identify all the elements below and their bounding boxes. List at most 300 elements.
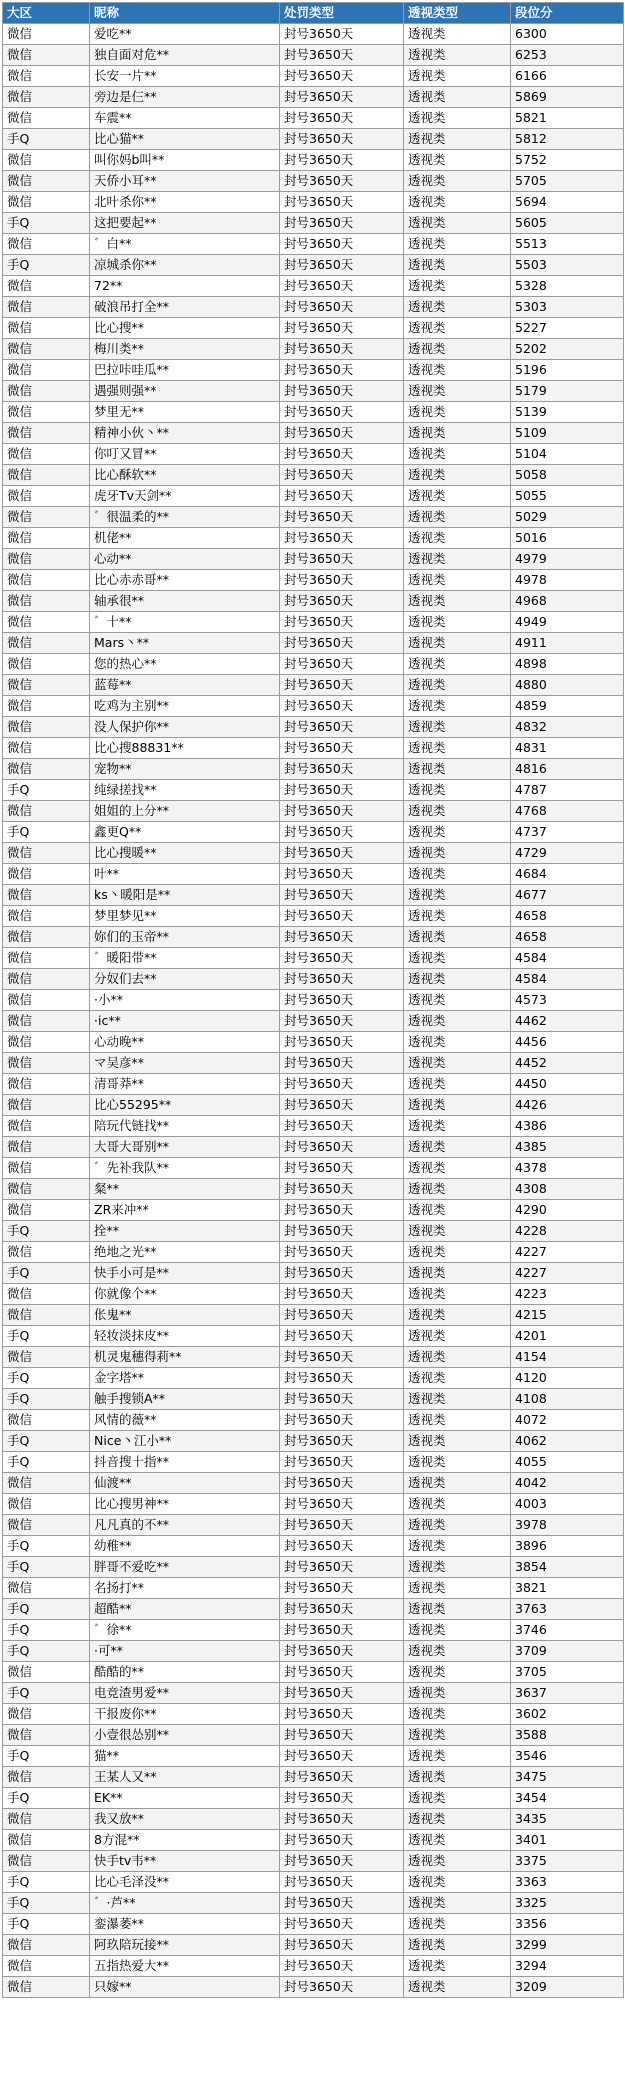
cell-rank-score: 6253 [511,45,624,66]
cell-cheat-type: 透视类 [404,1872,511,1893]
cell-region: 微信 [3,66,90,87]
table-row [3,738,624,759]
cell-cheat-type: 透视类 [404,1347,511,1368]
cell-penalty-type: 封号3650天 [280,927,404,948]
cell-penalty-type: 封号3650天 [280,171,404,192]
cell-region: 微信 [3,1179,90,1200]
table-row [3,1809,624,1830]
cell-rank-score: 4223 [511,1284,624,1305]
cell-penalty-type: 封号3650天 [280,528,404,549]
cell-nickname: ·小** [90,990,280,1011]
cell-nickname: 机灵鬼穗得莉** [90,1347,280,1368]
table-row [3,906,624,927]
cell-region: 微信 [3,1473,90,1494]
cell-region: 手Q [3,1536,90,1557]
cell-rank-score: 4949 [511,612,624,633]
cell-region: 微信 [3,1956,90,1977]
cell-region: 微信 [3,171,90,192]
cell-region: 手Q [3,822,90,843]
cell-rank-score: 3709 [511,1641,624,1662]
table-row [3,423,624,444]
cell-penalty-type: 封号3650天 [280,1011,404,1032]
header-row [3,3,624,24]
table-row [3,1683,624,1704]
cell-rank-score: 4831 [511,738,624,759]
cell-nickname: 纯绿搓找** [90,780,280,801]
cell-cheat-type: 透视类 [404,591,511,612]
cell-cheat-type: 透视类 [404,927,511,948]
cell-nickname: 五指热爱大** [90,1956,280,1977]
cell-cheat-type: 透视类 [404,948,511,969]
table-row [3,1977,624,1998]
cell-penalty-type: 封号3650天 [280,1557,404,1578]
table-row [3,1410,624,1431]
cell-rank-score: 3854 [511,1557,624,1578]
cell-cheat-type: 透视类 [404,801,511,822]
cell-penalty-type: 封号3650天 [280,1704,404,1725]
cell-region: 微信 [3,927,90,948]
cell-rank-score: 4859 [511,696,624,717]
cell-region: 微信 [3,654,90,675]
cell-penalty-type: 封号3650天 [280,1347,404,1368]
cell-rank-score: 5513 [511,234,624,255]
cell-nickname: 清哥莽** [90,1074,280,1095]
cell-rank-score: 4462 [511,1011,624,1032]
cell-cheat-type: 透视类 [404,528,511,549]
cell-region: 微信 [3,402,90,423]
cell-cheat-type: 透视类 [404,1473,511,1494]
cell-cheat-type: 透视类 [404,696,511,717]
cell-cheat-type: 透视类 [404,1137,511,1158]
cell-penalty-type: 封号3650天 [280,150,404,171]
cell-penalty-type: 封号3650天 [280,255,404,276]
table-row [3,1935,624,1956]
cell-rank-score: 4584 [511,969,624,990]
cell-nickname: 车震** [90,108,280,129]
table-row [3,129,624,150]
cell-nickname: 鑫更Q** [90,822,280,843]
cell-nickname: 金字塔** [90,1368,280,1389]
table-row [3,45,624,66]
cell-region: 手Q [3,1788,90,1809]
cell-rank-score: 4228 [511,1221,624,1242]
cell-cheat-type: 透视类 [404,1368,511,1389]
cell-nickname: 分奴们去** [90,969,280,990]
cell-cheat-type: 透视类 [404,822,511,843]
cell-region: 微信 [3,1347,90,1368]
cell-cheat-type: 透视类 [404,360,511,381]
cell-nickname: ゛先补我队** [90,1158,280,1179]
table-row [3,717,624,738]
cell-rank-score: 4768 [511,801,624,822]
cell-cheat-type: 透视类 [404,969,511,990]
cell-nickname: 心动晚** [90,1032,280,1053]
cell-region: 手Q [3,1683,90,1704]
cell-cheat-type: 透视类 [404,1725,511,1746]
ban-list-table [2,2,624,1998]
table-row [3,1578,624,1599]
cell-region: 微信 [3,1830,90,1851]
cell-cheat-type: 透视类 [404,1746,511,1767]
cell-nickname: ゛·芦** [90,1893,280,1914]
cell-cheat-type: 透视类 [404,276,511,297]
cell-region: 微信 [3,297,90,318]
cell-nickname: 大哥大哥别** [90,1137,280,1158]
cell-rank-score: 5869 [511,87,624,108]
table-row [3,1284,624,1305]
cell-cheat-type: 透视类 [404,444,511,465]
cell-nickname: Nice丶江小** [90,1431,280,1452]
cell-nickname: 破浪吊打全** [90,297,280,318]
cell-penalty-type: 封号3650天 [280,1977,404,1998]
cell-nickname: 阿玖陪玩接** [90,1935,280,1956]
table-row [3,990,624,1011]
cell-rank-score: 4677 [511,885,624,906]
cell-penalty-type: 封号3650天 [280,1074,404,1095]
cell-region: 微信 [3,738,90,759]
cell-penalty-type: 封号3650天 [280,969,404,990]
cell-cheat-type: 透视类 [404,1053,511,1074]
cell-rank-score: 3705 [511,1662,624,1683]
cell-nickname: 比心搜男神** [90,1494,280,1515]
cell-penalty-type: 封号3650天 [280,738,404,759]
table-row [3,1788,624,1809]
table-row [3,1242,624,1263]
cell-nickname: 王某人又** [90,1767,280,1788]
cell-rank-score: 4658 [511,927,624,948]
table-row [3,885,624,906]
cell-region: 微信 [3,423,90,444]
cell-region: 微信 [3,1158,90,1179]
cell-nickname: 心动** [90,549,280,570]
cell-nickname: EK** [90,1788,280,1809]
cell-nickname: ·ic** [90,1011,280,1032]
cell-penalty-type: 封号3650天 [280,444,404,465]
table-row [3,1515,624,1536]
cell-cheat-type: 透视类 [404,1515,511,1536]
cell-region: 微信 [3,381,90,402]
cell-cheat-type: 透视类 [404,1011,511,1032]
cell-cheat-type: 透视类 [404,570,511,591]
cell-nickname: 8方混** [90,1830,280,1851]
cell-nickname: 快手小可是** [90,1263,280,1284]
cell-cheat-type: 透视类 [404,24,511,45]
cell-cheat-type: 透视类 [404,1158,511,1179]
cell-region: 手Q [3,1221,90,1242]
table-row [3,675,624,696]
cell-penalty-type: 封号3650天 [280,1368,404,1389]
cell-cheat-type: 透视类 [404,1032,511,1053]
cell-region: 微信 [3,1410,90,1431]
cell-nickname: 比心赤赤哥** [90,570,280,591]
table-row [3,1746,624,1767]
cell-cheat-type: 透视类 [404,192,511,213]
table-row [3,1725,624,1746]
cell-nickname: ゛徐** [90,1620,280,1641]
cell-nickname: 风情的薇** [90,1410,280,1431]
cell-cheat-type: 透视类 [404,465,511,486]
cell-region: 微信 [3,549,90,570]
cell-nickname: 你叮又冒** [90,444,280,465]
cell-nickname: 拴** [90,1221,280,1242]
cell-penalty-type: 封号3650天 [280,1116,404,1137]
cell-rank-score: 3401 [511,1830,624,1851]
table-row [3,1494,624,1515]
cell-region: 手Q [3,1746,90,1767]
cell-cheat-type: 透视类 [404,507,511,528]
table-row [3,171,624,192]
cell-nickname: ゛暖阳带** [90,948,280,969]
cell-rank-score: 5016 [511,528,624,549]
cell-penalty-type: 封号3650天 [280,1389,404,1410]
cell-region: 微信 [3,234,90,255]
cell-nickname: 名扬打** [90,1578,280,1599]
table-row [3,1389,624,1410]
table-row [3,1557,624,1578]
cell-region: 手Q [3,1914,90,1935]
cell-nickname: 宠物** [90,759,280,780]
cell-cheat-type: 透视类 [404,1956,511,1977]
cell-penalty-type: 封号3650天 [280,906,404,927]
cell-penalty-type: 封号3650天 [280,318,404,339]
cell-penalty-type: 封号3650天 [280,381,404,402]
cell-cheat-type: 透视类 [404,1536,511,1557]
table-row [3,87,624,108]
cell-nickname: 比心搜暖** [90,843,280,864]
cell-cheat-type: 透视类 [404,1452,511,1473]
cell-region: 微信 [3,696,90,717]
cell-cheat-type: 透视类 [404,1620,511,1641]
cell-cheat-type: 透视类 [404,318,511,339]
table-row [3,1179,624,1200]
table-row [3,969,624,990]
cell-region: 微信 [3,990,90,1011]
table-row [3,1074,624,1095]
table-row [3,339,624,360]
cell-penalty-type: 封号3650天 [280,780,404,801]
cell-penalty-type: 封号3650天 [280,24,404,45]
cell-cheat-type: 透视类 [404,87,511,108]
cell-rank-score: 3896 [511,1536,624,1557]
cell-nickname: 梦里梦见** [90,906,280,927]
cell-cheat-type: 透视类 [404,234,511,255]
cell-penalty-type: 封号3650天 [280,1515,404,1536]
column-header-nickname: 昵称 [90,3,280,24]
cell-rank-score: 3356 [511,1914,624,1935]
cell-region: 微信 [3,444,90,465]
cell-nickname: 绝地之光** [90,1242,280,1263]
cell-region: 手Q [3,1368,90,1389]
cell-penalty-type: 封号3650天 [280,1746,404,1767]
cell-penalty-type: 封号3650天 [280,696,404,717]
cell-region: 微信 [3,864,90,885]
cell-region: 微信 [3,528,90,549]
cell-penalty-type: 封号3650天 [280,1935,404,1956]
cell-cheat-type: 透视类 [404,1074,511,1095]
cell-rank-score: 4215 [511,1305,624,1326]
cell-nickname: 遇强则强** [90,381,280,402]
cell-region: 微信 [3,1305,90,1326]
cell-nickname: 你就像个** [90,1284,280,1305]
cell-penalty-type: 封号3650天 [280,1200,404,1221]
cell-region: 微信 [3,1032,90,1053]
cell-region: 手Q [3,129,90,150]
cell-penalty-type: 封号3650天 [280,885,404,906]
cell-region: 手Q [3,1620,90,1641]
cell-cheat-type: 透视类 [404,1410,511,1431]
cell-cheat-type: 透视类 [404,1830,511,1851]
cell-region: 微信 [3,633,90,654]
cell-rank-score: 4978 [511,570,624,591]
table-row [3,591,624,612]
cell-rank-score: 5328 [511,276,624,297]
cell-rank-score: 4055 [511,1452,624,1473]
table-row [3,843,624,864]
table-row [3,612,624,633]
cell-rank-score: 5055 [511,486,624,507]
cell-rank-score: 3375 [511,1851,624,1872]
cell-penalty-type: 封号3650天 [280,1137,404,1158]
cell-region: 微信 [3,1662,90,1683]
cell-nickname: 酷酷的** [90,1662,280,1683]
cell-rank-score: 4426 [511,1095,624,1116]
cell-region: 微信 [3,759,90,780]
cell-region: 微信 [3,465,90,486]
cell-region: 手Q [3,1326,90,1347]
cell-region: 微信 [3,1935,90,1956]
table-row [3,318,624,339]
cell-rank-score: 3435 [511,1809,624,1830]
cell-nickname: 旁边是仨** [90,87,280,108]
cell-nickname: 猫** [90,1746,280,1767]
table-row [3,1347,624,1368]
cell-rank-score: 5227 [511,318,624,339]
cell-rank-score: 4968 [511,591,624,612]
cell-nickname: 梅川类** [90,339,280,360]
cell-cheat-type: 透视类 [404,1641,511,1662]
cell-penalty-type: 封号3650天 [280,1242,404,1263]
cell-region: 微信 [3,591,90,612]
table-row [3,1137,624,1158]
cell-rank-score: 4308 [511,1179,624,1200]
cell-region: 微信 [3,24,90,45]
cell-penalty-type: 封号3650天 [280,1326,404,1347]
cell-penalty-type: 封号3650天 [280,864,404,885]
cell-region: 微信 [3,948,90,969]
cell-rank-score: 3325 [511,1893,624,1914]
cell-region: 微信 [3,1137,90,1158]
cell-rank-score: 4737 [511,822,624,843]
cell-penalty-type: 封号3650天 [280,87,404,108]
table-row [3,528,624,549]
cell-cheat-type: 透视类 [404,1578,511,1599]
cell-cheat-type: 透视类 [404,171,511,192]
cell-region: 微信 [3,1977,90,1998]
cell-nickname: 这把要起** [90,213,280,234]
cell-nickname: 胖哥不爱吃** [90,1557,280,1578]
cell-penalty-type: 封号3650天 [280,129,404,150]
cell-penalty-type: 封号3650天 [280,108,404,129]
cell-region: 手Q [3,1893,90,1914]
cell-region: 微信 [3,1011,90,1032]
cell-penalty-type: 封号3650天 [280,1158,404,1179]
cell-cheat-type: 透视类 [404,1221,511,1242]
cell-cheat-type: 透视类 [404,1809,511,1830]
cell-region: 微信 [3,360,90,381]
table-row [3,1620,624,1641]
cell-nickname: 轻妆淡抹皮** [90,1326,280,1347]
cell-rank-score: 3209 [511,1977,624,1998]
cell-region: 微信 [3,1809,90,1830]
cell-rank-score: 6300 [511,24,624,45]
cell-rank-score: 5503 [511,255,624,276]
table-row [3,1032,624,1053]
cell-region: 微信 [3,906,90,927]
cell-rank-score: 5605 [511,213,624,234]
table-row [3,1221,624,1242]
table-row [3,24,624,45]
cell-nickname: ZR来冲** [90,1200,280,1221]
cell-cheat-type: 透视类 [404,1284,511,1305]
cell-penalty-type: 封号3650天 [280,1893,404,1914]
cell-rank-score: 4898 [511,654,624,675]
cell-rank-score: 4880 [511,675,624,696]
cell-penalty-type: 封号3650天 [280,402,404,423]
cell-cheat-type: 透视类 [404,549,511,570]
cell-nickname: 72** [90,276,280,297]
cell-cheat-type: 透视类 [404,1788,511,1809]
cell-penalty-type: 封号3650天 [280,990,404,1011]
cell-rank-score: 3746 [511,1620,624,1641]
cell-nickname: 虎牙Tv天剑** [90,486,280,507]
cell-cheat-type: 透视类 [404,1263,511,1284]
cell-nickname: 机佬** [90,528,280,549]
table-row [3,1872,624,1893]
cell-rank-score: 3299 [511,1935,624,1956]
cell-region: 手Q [3,1557,90,1578]
table-row [3,507,624,528]
cell-rank-score: 3294 [511,1956,624,1977]
cell-region: 微信 [3,969,90,990]
cell-nickname: 伥鬼** [90,1305,280,1326]
cell-region: 微信 [3,675,90,696]
cell-region: 微信 [3,885,90,906]
cell-rank-score: 5812 [511,129,624,150]
table-row [3,234,624,255]
table-row [3,108,624,129]
column-header-penalty-type: 处罚类型 [280,3,404,24]
cell-nickname: 天侨小耳** [90,171,280,192]
cell-region: 微信 [3,192,90,213]
cell-nickname: 銮瀑萎** [90,1914,280,1935]
cell-nickname: 电竞渣男爱** [90,1683,280,1704]
cell-rank-score: 3546 [511,1746,624,1767]
cell-region: 微信 [3,150,90,171]
table-row [3,1095,624,1116]
cell-region: 微信 [3,339,90,360]
cell-nickname: 抖音搜十指** [90,1452,280,1473]
cell-penalty-type: 封号3650天 [280,1620,404,1641]
cell-rank-score: 4816 [511,759,624,780]
cell-cheat-type: 透视类 [404,780,511,801]
table-row [3,570,624,591]
cell-nickname: 幼稚** [90,1536,280,1557]
cell-region: 微信 [3,87,90,108]
cell-cheat-type: 透视类 [404,423,511,444]
cell-rank-score: 4154 [511,1347,624,1368]
cell-region: 微信 [3,570,90,591]
table-row [3,1830,624,1851]
